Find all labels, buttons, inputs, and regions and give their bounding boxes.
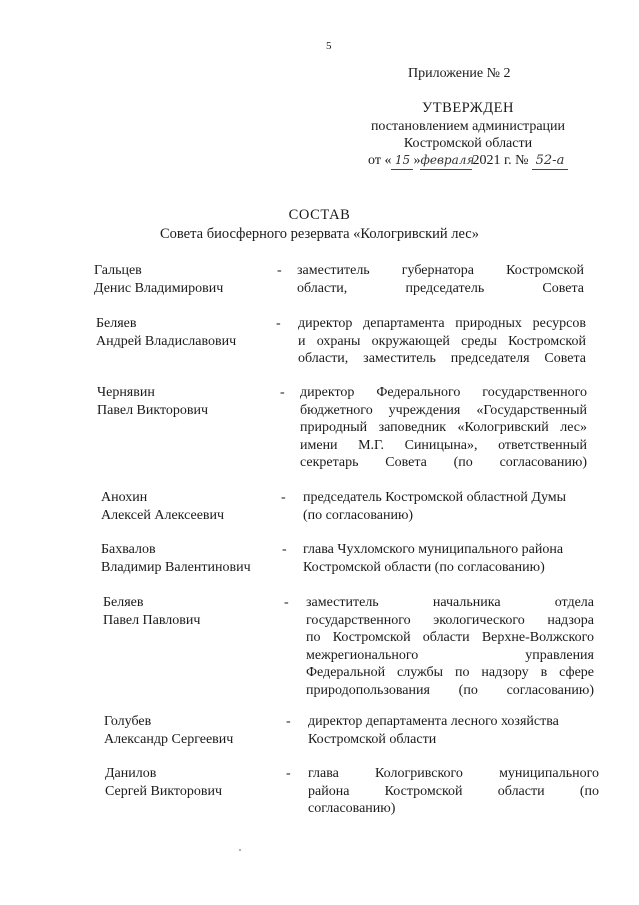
scan-speck (239, 849, 241, 851)
approval-line-2: Костромской области (403, 136, 533, 151)
member-given-names: Андрей Владиславович (96, 333, 237, 349)
member-given-names: Алексей Алексеевич (101, 507, 225, 523)
role-line: директор департамента природных ресурсов (298, 316, 586, 331)
member-role (300, 384, 587, 472)
member-dash: - (282, 542, 287, 557)
role-line: государственного экологического надзора (306, 612, 594, 628)
date-year: 2021 г. № (472, 153, 529, 168)
role-line: директор департамента лесного хозяйства (308, 714, 559, 729)
role-line: согласованию) (308, 801, 396, 816)
role-line: природный заповедник «Кологривский лес» (300, 420, 587, 435)
member-surname: Анохин (101, 490, 148, 505)
role-line: межрегионального управления (306, 647, 594, 663)
document-title: СОСТАВ (288, 207, 351, 223)
role-line: области, заместитель председателя Совета (298, 351, 586, 366)
role-line: Костромской области (308, 731, 437, 747)
member-dash: - (284, 595, 289, 610)
member-name (94, 262, 274, 297)
date-quote-close: » (413, 153, 421, 168)
member-given-names: Александр Сергеевич (104, 731, 234, 747)
member-given-names: Владимир Валентинович (101, 559, 251, 575)
member-role (303, 489, 593, 524)
member-surname: Бахвалов (101, 542, 156, 557)
member-surname: Данилов (105, 766, 157, 781)
member-dash: - (280, 385, 285, 400)
approval-block (352, 100, 584, 170)
member-dash: - (277, 263, 282, 278)
role-line: по Костромской области Верхне-Волжского (306, 630, 594, 645)
member-role (303, 541, 595, 576)
member-given-names: Павел Павлович (103, 612, 201, 628)
role-line: района Костромской области (по (308, 783, 599, 799)
approval-line-1: постановлением администрации (370, 119, 566, 134)
member-surname: Голубев (104, 714, 152, 729)
member-name (96, 315, 276, 350)
role-line: директор Федерального государственного (300, 385, 587, 400)
member-role (298, 315, 586, 368)
role-line: глава Чухломского муниципального района (303, 542, 564, 557)
member-name (101, 541, 281, 576)
role-line: глава Кологривского муниципального (308, 766, 599, 781)
appendix-label: Приложение № 2 (408, 66, 511, 81)
member-dash: - (286, 766, 291, 781)
member-given-names: Денис Владимирович (94, 280, 224, 296)
member-dash: - (281, 490, 286, 505)
role-line: (по согласованию) (303, 507, 414, 523)
handwritten-number: 52-а (532, 152, 568, 170)
role-line: природопользования (по согласованию) (306, 682, 594, 698)
member-role (306, 594, 594, 699)
role-line: заместитель начальника отдела (306, 595, 594, 610)
member-name (103, 594, 283, 629)
role-line: бюджетного учреждения «Государственный (300, 402, 587, 418)
role-line: председатель Костромской областной Думы (303, 490, 567, 505)
role-line: области, председатель Совета (297, 280, 584, 296)
handwritten-day: 15 (391, 152, 413, 170)
role-line: имени М.Г. Синицына», ответственный (300, 437, 587, 453)
member-role (308, 713, 598, 748)
document-subtitle: Совета биосферного резервата «Кологривский лес» (160, 226, 479, 242)
handwritten-month: февраля (420, 152, 472, 170)
role-line: Костромской области (по согласованию) (303, 559, 545, 575)
member-surname: Гальцев (94, 263, 142, 278)
role-line: секретарь Совета (по согласованию) (300, 455, 587, 470)
role-line: и охраны окружающей среды Костромской (298, 333, 586, 349)
member-dash: - (276, 316, 281, 331)
date-prefix: от « (368, 153, 392, 168)
approval-date-line (352, 152, 584, 170)
member-role (297, 262, 584, 297)
role-line: заместитель губернатора Костромской (297, 263, 584, 278)
member-given-names: Павел Викторович (97, 402, 209, 418)
member-given-names: Сергей Викторович (105, 783, 223, 799)
member-name (101, 489, 281, 524)
member-dash: - (286, 714, 291, 729)
member-name (104, 713, 284, 748)
member-name (105, 765, 285, 800)
member-name (97, 384, 277, 419)
member-surname: Беляев (96, 316, 137, 331)
role-line: Федеральной службы по надзору в сфере (306, 665, 594, 680)
approval-title: УТВЕРЖДЕН (422, 100, 514, 116)
page-number: 5 (326, 40, 332, 52)
member-surname: Чернявин (97, 385, 155, 400)
member-role (308, 765, 599, 818)
member-surname: Беляев (103, 595, 144, 610)
